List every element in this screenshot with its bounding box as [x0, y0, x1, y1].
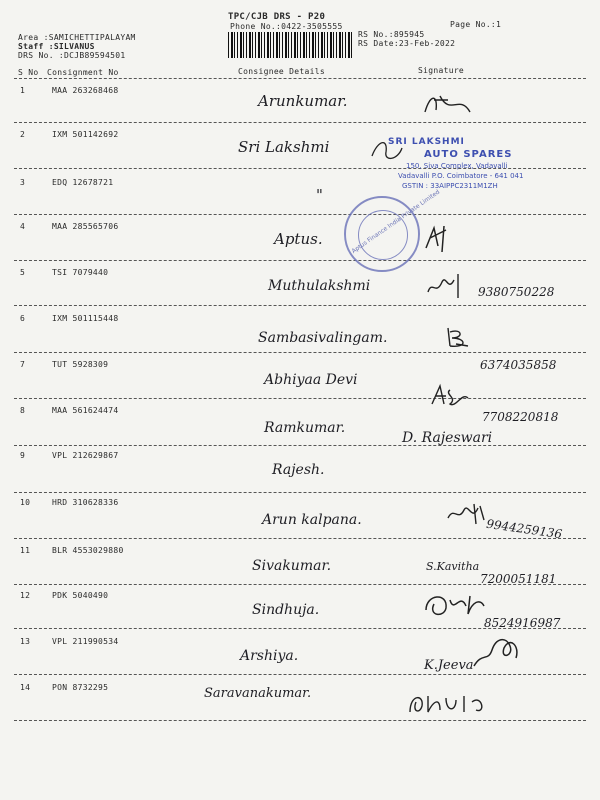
row-consignment: MAA 561624474 [52, 406, 119, 415]
signature [444, 500, 488, 528]
phone-handwritten: 8524916987 [484, 616, 561, 630]
divider [14, 78, 586, 79]
divider [14, 492, 586, 493]
row-consignment: VPL 211990534 [52, 637, 119, 646]
company-seal [344, 188, 442, 272]
divider [14, 445, 586, 446]
barcode [228, 32, 354, 58]
signature [420, 588, 510, 622]
signature [444, 324, 474, 352]
row-sno: 5 [20, 268, 26, 277]
consignee-name: Arunkumar. [258, 92, 348, 110]
receiver-name-handwritten: S.Kavitha [426, 560, 480, 573]
signature [424, 270, 472, 302]
divider [14, 720, 586, 721]
row-sno: 6 [20, 314, 26, 323]
area-label: Area :SAMICHETTIPALAYAM [18, 33, 136, 42]
consignee-name: Aptus. [274, 230, 323, 248]
consignee-name: Muthulakshmi [268, 278, 371, 294]
consignee-name: Sindhuja. [252, 602, 320, 618]
row-consignment: MAA 285565706 [52, 222, 119, 231]
row-sno: 13 [20, 637, 31, 646]
row-consignment: EDQ 12678721 [52, 178, 114, 187]
phone-number: Phone No.:0422-3505555 [230, 22, 343, 31]
row-consignment: PDK 5040490 [52, 591, 109, 600]
stamp-city: Vadavalli P.O. Coimbatore - 641 041 [398, 172, 524, 180]
row-consignment: HRD 310628336 [52, 498, 119, 507]
ditto-mark: " [316, 186, 323, 204]
row-sno: 10 [20, 498, 31, 507]
phone-handwritten: 6374035858 [480, 358, 557, 372]
consignee-name: Arun kalpana. [262, 512, 362, 528]
consignee-name: Abhiyaa Devi [264, 372, 358, 388]
divider [14, 260, 586, 261]
receiver-name-handwritten: D. Rajeswari [402, 430, 493, 446]
signature [470, 632, 524, 672]
col-signature: Signature [418, 66, 465, 75]
consignee-name: Saravanakumar. [204, 686, 312, 701]
signature [428, 382, 472, 412]
consignee-name: Sivakumar. [252, 558, 332, 574]
row-sno: 8 [20, 406, 26, 415]
receiver-name-handwritten: K.Jeeva [424, 658, 474, 673]
staff-label: Staff :SILVANUS [18, 42, 95, 51]
row-consignment: BLR 4553029880 [52, 546, 124, 555]
row-consignment: PON 8732295 [52, 683, 109, 692]
row-sno: 1 [20, 86, 26, 95]
seal-text: Aptus Finance India Private Limited [350, 188, 442, 256]
row-sno: 7 [20, 360, 26, 369]
divider [14, 628, 586, 629]
divider [14, 352, 586, 353]
consignee-name: Rajesh. [272, 462, 325, 478]
signature [420, 222, 456, 256]
divider [14, 674, 586, 675]
drs-number: DRS No. :DCJB89594501 [18, 51, 126, 60]
consignee-name: Sri Lakshmi [238, 138, 330, 156]
stamp-gstin: GSTIN : 33AIPPC2311M1ZH [402, 182, 498, 190]
row-consignment: TUT 5928309 [52, 360, 109, 369]
consignee-name: Ramkumar. [264, 420, 346, 436]
col-sno: S No [18, 68, 39, 77]
row-sno: 9 [20, 451, 26, 460]
row-sno: 11 [20, 546, 31, 555]
row-consignment: IXM 501115448 [52, 314, 119, 323]
row-consignment: MAA 263268468 [52, 86, 119, 95]
phone-handwritten: 7708220818 [482, 410, 559, 424]
row-consignment: TSI 7079440 [52, 268, 109, 277]
row-consignment: IXM 501142692 [52, 130, 119, 139]
divider [14, 305, 586, 306]
consignee-name: Arshiya. [240, 648, 299, 664]
divider [14, 538, 586, 539]
rs-date: RS Date:23-Feb-2022 [358, 39, 456, 48]
rs-number: RS No.:895945 [358, 30, 425, 39]
divider [14, 584, 586, 585]
row-sno: 14 [20, 683, 31, 692]
row-sno: 4 [20, 222, 26, 231]
row-sno: 2 [20, 130, 26, 139]
phone-handwritten: 7200051181 [480, 572, 557, 586]
phone-handwritten: 9380750228 [478, 285, 555, 299]
divider [14, 122, 586, 123]
row-sno: 3 [20, 178, 26, 187]
stamp-shop-name: SRI LAKSHMI [388, 137, 465, 147]
divider [14, 214, 586, 215]
signature [406, 688, 496, 718]
page-number: Page No.:1 [450, 20, 502, 29]
row-consignment: VPL 212629867 [52, 451, 119, 460]
stamp-shop-type: AUTO SPARES [424, 149, 513, 160]
divider [14, 398, 586, 399]
stamp-address: 150, Siva Complex, Vadavalli [406, 162, 508, 170]
row-sno: 12 [20, 591, 31, 600]
consignee-name: Sambasivalingam. [258, 330, 388, 346]
signature [420, 90, 480, 120]
col-consignment: Consignment No [47, 68, 119, 77]
phone-handwritten: 9944259136 [485, 516, 563, 542]
document-title: TPC/CJB DRS - P20 [228, 12, 326, 22]
col-consignee: Consignee Details [238, 67, 325, 76]
